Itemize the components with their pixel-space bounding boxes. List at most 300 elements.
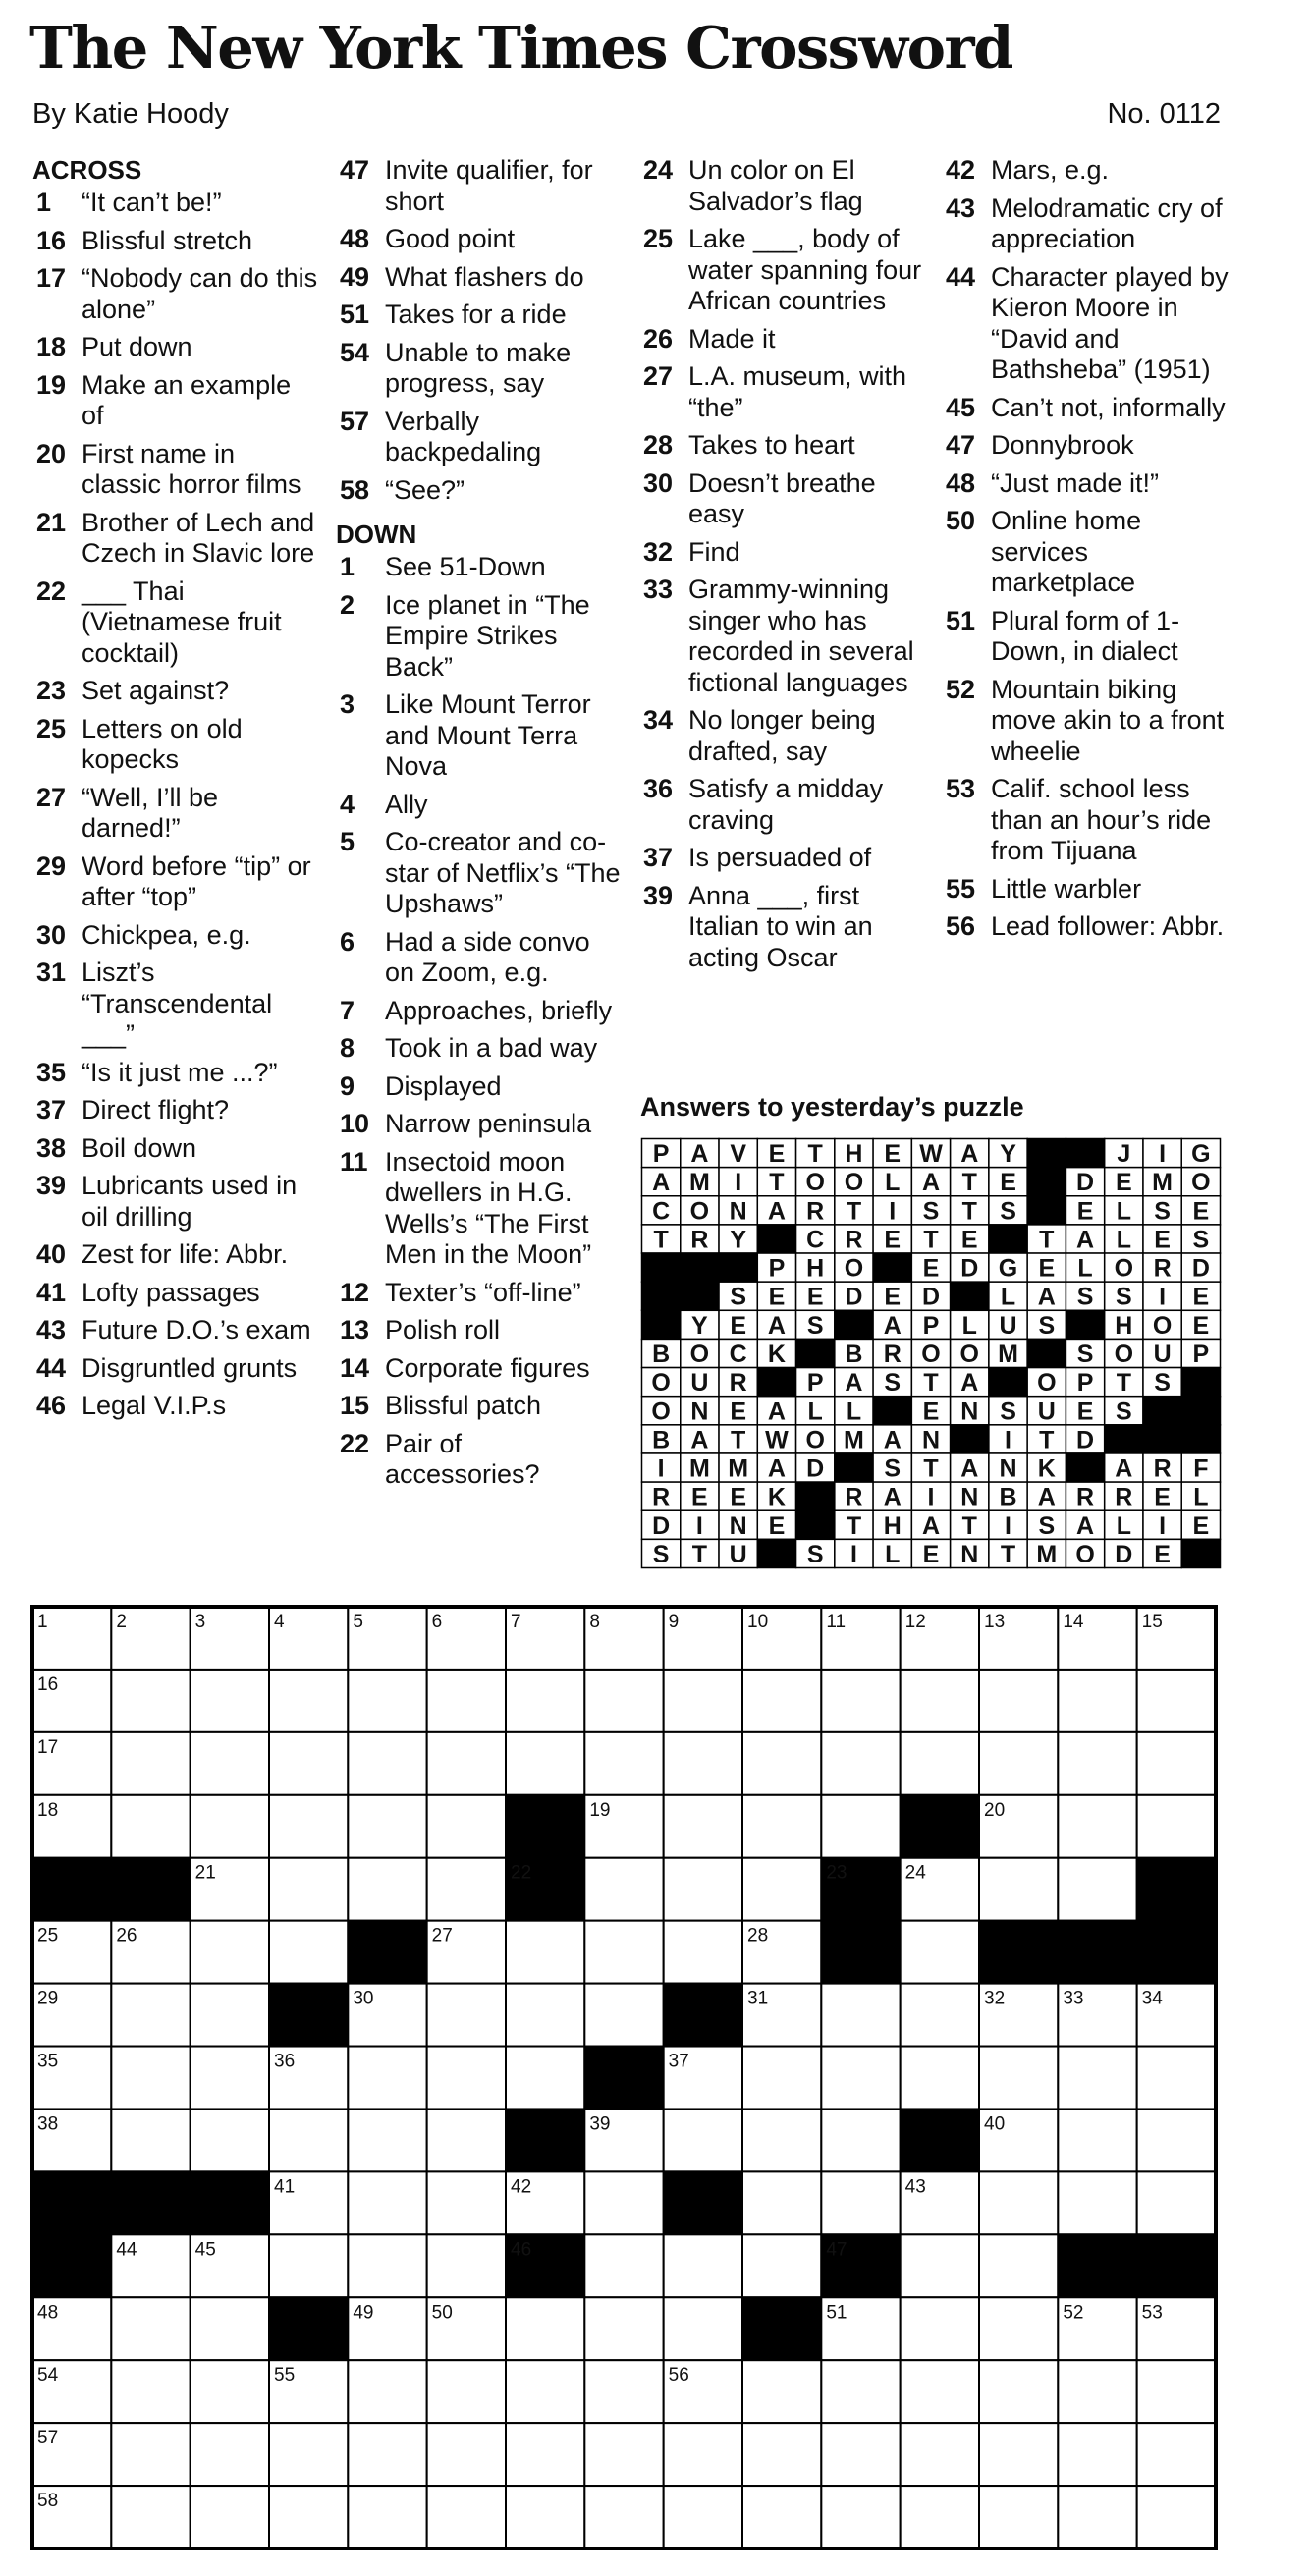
grid-cell[interactable] [348, 2234, 426, 2297]
grid-cell[interactable] [191, 1984, 269, 2047]
across-clue[interactable] [32, 1133, 319, 1165]
grid-cell[interactable] [821, 2171, 900, 2234]
across-clue[interactable] [336, 475, 623, 507]
down-clue[interactable] [942, 430, 1229, 462]
grid-cell[interactable] [506, 2423, 584, 2486]
grid-cell[interactable] [664, 2423, 742, 2486]
down-clue[interactable] [639, 537, 926, 569]
cell-number: 31 [747, 1988, 769, 2009]
grid-cell[interactable] [191, 1732, 269, 1795]
clue-text: L.A. museum, with “the” [688, 361, 907, 422]
down-clue[interactable] [336, 1353, 623, 1385]
grid-cell[interactable] [901, 2297, 979, 2360]
answer-letter: L [961, 1311, 977, 1340]
grid-cell[interactable] [348, 2486, 426, 2549]
across-clue[interactable] [32, 958, 319, 1051]
grid-cell[interactable] [506, 1670, 584, 1732]
down-clue[interactable] [942, 506, 1229, 599]
across-clue[interactable] [32, 1391, 319, 1422]
grid-cell[interactable] [111, 2423, 190, 2486]
clue-text: Little warbler [991, 873, 1142, 904]
grid-cell[interactable] [979, 2047, 1058, 2110]
grid-cell[interactable] [901, 1670, 979, 1732]
grid-cell[interactable] [348, 1732, 426, 1795]
grid-cell[interactable] [979, 2360, 1058, 2423]
grid-cell[interactable] [1058, 2171, 1136, 2234]
grid-cell[interactable] [742, 2047, 821, 2110]
answer-letter: S [1000, 1398, 1016, 1426]
grid-cell[interactable] [742, 1732, 821, 1795]
grid-cell[interactable] [584, 1670, 663, 1732]
across-clue[interactable] [32, 508, 319, 570]
down-clue[interactable] [336, 1278, 623, 1309]
grid-cell[interactable] [901, 2486, 979, 2549]
grid-cell[interactable] [664, 1858, 742, 1921]
grid-cell[interactable] [269, 1732, 348, 1795]
grid-cell[interactable] [191, 2423, 269, 2486]
grid-cell[interactable] [901, 1984, 979, 2047]
grid-cell[interactable] [901, 1921, 979, 1984]
grid-cell[interactable] [584, 1858, 663, 1921]
answer-letter: A [652, 1169, 671, 1197]
across-clue[interactable] [32, 920, 319, 952]
grid-cell[interactable] [269, 2234, 348, 2297]
grid-cell[interactable] [191, 1921, 269, 1984]
cell-number: 48 [37, 2302, 59, 2324]
grid-cell[interactable] [111, 1795, 190, 1858]
grid-cell[interactable] [111, 2109, 190, 2171]
answer-letter: U [1037, 1398, 1056, 1426]
grid-cell[interactable] [427, 1984, 506, 2047]
grid-cell[interactable] [901, 2047, 979, 2110]
grid-cell[interactable] [979, 2486, 1058, 2549]
grid-cell[interactable] [664, 1670, 742, 1732]
grid-cell[interactable] [269, 1795, 348, 1858]
grid-cell[interactable] [427, 2423, 506, 2486]
answer-block [1027, 1168, 1066, 1196]
grid-cell[interactable] [427, 1858, 506, 1921]
grid-cell[interactable] [742, 2360, 821, 2423]
grid-cell[interactable] [821, 1670, 900, 1732]
cell-number: 41 [274, 2176, 296, 2198]
across-clue[interactable] [32, 1171, 319, 1233]
clue-number: 23 [36, 676, 67, 705]
grid-cell[interactable] [664, 2234, 742, 2297]
grid-cell[interactable] [901, 2360, 979, 2423]
answer-letter: H [806, 1254, 825, 1283]
grid-cell[interactable] [584, 2423, 663, 2486]
down-clue[interactable] [639, 430, 926, 462]
black-square [32, 2171, 111, 2234]
across-clue[interactable] [32, 332, 319, 363]
grid-cell[interactable] [979, 1858, 1058, 1921]
down-clue[interactable] [336, 790, 623, 821]
answer-letter: M [688, 1454, 710, 1483]
grid-cell[interactable] [111, 1984, 190, 2047]
across-clue[interactable] [32, 1095, 319, 1126]
answer-block [1143, 1425, 1181, 1453]
across-clue[interactable] [336, 155, 623, 217]
grid-cell[interactable] [348, 2360, 426, 2423]
grid-cell[interactable] [1137, 2047, 1216, 2110]
answer-letter: A [767, 1398, 786, 1426]
grid-cell[interactable] [742, 1670, 821, 1732]
grid-cell[interactable] [1058, 1670, 1136, 1732]
clue-number: 8 [340, 1033, 355, 1063]
across-clue[interactable] [336, 224, 623, 255]
grid-cell[interactable] [664, 1732, 742, 1795]
grid-cell[interactable] [111, 2486, 190, 2549]
across-clue[interactable] [32, 1315, 319, 1346]
grid-cell[interactable] [111, 2047, 190, 2110]
clue-number: 12 [340, 1277, 370, 1307]
grid-cell[interactable] [821, 2486, 900, 2549]
grid-cell[interactable] [901, 1732, 979, 1795]
clue-number: 33 [643, 575, 674, 604]
across-clue[interactable] [32, 783, 319, 845]
answer-letter: E [1154, 1483, 1171, 1511]
grid-cell[interactable] [584, 2171, 663, 2234]
grid-cell[interactable] [979, 2171, 1058, 2234]
grid-cell[interactable] [664, 1921, 742, 1984]
across-clue[interactable] [336, 407, 623, 468]
grid-cell[interactable] [269, 2109, 348, 2171]
grid-cell[interactable] [901, 2423, 979, 2486]
grid-cell[interactable] [1058, 2047, 1136, 2110]
clue-text: Insectoid moon dwellers in H.G. Wells’s “The First Men in the Moon” [385, 1146, 592, 1269]
down-clue[interactable] [942, 874, 1229, 905]
grid-cell[interactable] [427, 2360, 506, 2423]
answer-letter: E [884, 1283, 902, 1311]
clue-number: 17 [36, 263, 67, 293]
clue-text: Letters on old kopecks [82, 713, 243, 774]
clue-text: What flashers do [385, 261, 584, 292]
clue-text: Like Mount Terror and Mount Terra Nova [385, 689, 591, 781]
grid-cell[interactable] [1058, 2486, 1136, 2549]
down-clue[interactable] [639, 468, 926, 530]
across-clue[interactable] [32, 1058, 319, 1089]
cell-number: 50 [431, 2302, 453, 2324]
across-clue[interactable] [32, 676, 319, 707]
answer-letter: E [1076, 1398, 1094, 1426]
grid-cell[interactable] [821, 2109, 900, 2171]
grid-cell[interactable] [506, 1732, 584, 1795]
grid-cell[interactable] [191, 2297, 269, 2360]
answer-block [796, 1482, 835, 1510]
down-clue[interactable] [942, 606, 1229, 668]
grid-cell[interactable] [427, 2171, 506, 2234]
grid-cell[interactable] [979, 1732, 1058, 1795]
down-clue[interactable] [336, 927, 623, 989]
grid-cell[interactable] [111, 2297, 190, 2360]
grid-cell[interactable] [111, 1732, 190, 1795]
grid-cell[interactable] [191, 1670, 269, 1732]
answer-letter: E [884, 1140, 902, 1169]
grid-cell[interactable] [1137, 1732, 1216, 1795]
grid-cell[interactable] [1137, 2360, 1216, 2423]
grid-cell[interactable] [979, 2234, 1058, 2297]
across-clue[interactable] [32, 576, 319, 670]
grid-cell[interactable] [979, 1670, 1058, 1732]
clue-number: 19 [36, 369, 67, 400]
grid-cell[interactable] [742, 2486, 821, 2549]
grid-cell[interactable] [348, 2047, 426, 2110]
grid-cell[interactable] [191, 2047, 269, 2110]
grid-cell[interactable] [506, 2486, 584, 2549]
grid-cell[interactable] [1058, 2109, 1136, 2171]
grid-cell[interactable] [742, 2423, 821, 2486]
grid-cell[interactable] [821, 1795, 900, 1858]
down-clue[interactable] [942, 468, 1229, 500]
grid-cell[interactable] [821, 2423, 900, 2486]
grid-cell[interactable] [584, 2234, 663, 2297]
grid-cell[interactable] [191, 2486, 269, 2549]
grid-cell[interactable] [191, 2360, 269, 2423]
grid-cell[interactable] [506, 2297, 584, 2360]
across-clue[interactable] [32, 1278, 319, 1309]
answer-block [989, 1368, 1027, 1397]
answer-letter: O [1191, 1169, 1211, 1197]
down-clue[interactable] [639, 881, 926, 974]
grid-cell[interactable] [584, 1984, 663, 2047]
grid-cell[interactable] [506, 1921, 584, 1984]
cell-number: 6 [431, 1612, 443, 1632]
down-clue[interactable] [942, 262, 1229, 386]
grid-cell[interactable] [427, 2234, 506, 2297]
clue-number: 40 [36, 1239, 67, 1269]
grid-cell[interactable] [664, 2297, 742, 2360]
down-clue[interactable] [336, 1147, 623, 1271]
grid-cell[interactable] [1058, 1858, 1136, 1921]
grid-cell[interactable] [348, 2109, 426, 2171]
answer-letter: D [806, 1454, 825, 1483]
answer-letter: G [1191, 1140, 1211, 1169]
answer-letter: I [849, 1540, 857, 1568]
cell-number: 26 [116, 1925, 137, 1946]
grid-cell[interactable] [111, 2360, 190, 2423]
grid-cell[interactable] [427, 1670, 506, 1732]
clue-number: 39 [643, 880, 674, 910]
grid-cell[interactable] [269, 1670, 348, 1732]
grid-cell[interactable] [191, 1795, 269, 1858]
clue-text: “It can’t be!” [82, 188, 222, 217]
crossword-grid[interactable] [30, 1605, 1218, 2550]
across-clue[interactable] [32, 714, 319, 776]
grid-cell[interactable] [348, 1670, 426, 1732]
down-clue[interactable] [336, 1109, 623, 1140]
across-clue[interactable] [32, 439, 319, 501]
grid-cell[interactable] [742, 2234, 821, 2297]
grid-cell[interactable] [1137, 2109, 1216, 2171]
grid-cell[interactable] [506, 2047, 584, 2110]
black-square [1058, 2234, 1136, 2297]
grid-cell[interactable] [427, 2486, 506, 2549]
across-clue[interactable] [32, 263, 319, 325]
grid-cell[interactable] [664, 2109, 742, 2171]
grid-cell[interactable] [821, 1984, 900, 2047]
grid-cell[interactable] [584, 2360, 663, 2423]
answer-letter: S [806, 1540, 824, 1568]
down-clue[interactable] [336, 1315, 623, 1346]
cell-number: 13 [984, 1612, 1006, 1632]
grid-cell[interactable] [821, 1732, 900, 1795]
down-clue[interactable] [336, 689, 623, 783]
grid-cell[interactable] [584, 2486, 663, 2549]
answer-letter: O [1114, 1341, 1134, 1368]
grid-cell[interactable] [427, 1795, 506, 1858]
down-clue[interactable] [639, 705, 926, 767]
grid-cell[interactable] [664, 2486, 742, 2549]
clue-text: Ice planet in “The Empire Strikes Back” [385, 589, 590, 682]
down-clue[interactable] [639, 575, 926, 698]
across-clue[interactable] [32, 1239, 319, 1271]
clue-text: Anna ___, first Italian to win an acting Oscar [688, 880, 873, 972]
answer-letter: F [1193, 1454, 1209, 1483]
clue-number: 54 [340, 337, 370, 367]
answer-letter: E [1154, 1540, 1171, 1568]
grid-cell[interactable] [742, 2171, 821, 2234]
clue-text: Un color on El Salvador’s flag [688, 155, 863, 216]
grid-cell[interactable] [269, 2486, 348, 2549]
grid-cell[interactable] [191, 2109, 269, 2171]
answer-letter: R [883, 1341, 902, 1368]
answer-letter: S [884, 1369, 902, 1398]
clue-number: 11 [340, 1146, 368, 1177]
grid-cell[interactable] [901, 2234, 979, 2297]
cell-number: 18 [37, 1799, 59, 1821]
down-clue[interactable] [639, 224, 926, 317]
down-clue[interactable] [336, 1033, 623, 1065]
black-square [821, 1921, 900, 1984]
down-clue[interactable] [942, 675, 1229, 768]
answer-letter: O [921, 1341, 941, 1368]
clue-number: 47 [946, 430, 976, 460]
cell-number: 4 [274, 1612, 285, 1632]
down-clue[interactable] [942, 393, 1229, 424]
grid-cell[interactable] [1137, 2486, 1216, 2549]
grid-cell[interactable] [111, 1670, 190, 1732]
grid-cell[interactable] [506, 2360, 584, 2423]
answer-letter: A [767, 1197, 786, 1226]
grid-cell[interactable] [742, 1795, 821, 1858]
grid-cell[interactable] [1137, 2423, 1216, 2486]
answer-letter: E [768, 1140, 786, 1169]
grid-cell[interactable] [348, 2423, 426, 2486]
grid-cell[interactable] [584, 1732, 663, 1795]
answer-letter: N [960, 1398, 979, 1426]
answer-letter: U [1153, 1341, 1172, 1368]
across-clue[interactable] [32, 851, 319, 913]
answer-block [835, 1310, 873, 1339]
grid-cell[interactable] [584, 1921, 663, 1984]
down-clue[interactable] [639, 774, 926, 836]
answer-letter: R [845, 1226, 863, 1254]
answer-letter: E [730, 1483, 747, 1511]
clue-number: 22 [36, 575, 67, 606]
answer-letter: D [1076, 1169, 1095, 1197]
grid-cell[interactable] [1058, 1732, 1136, 1795]
black-square [1137, 1921, 1216, 1984]
grid-cell[interactable] [821, 2047, 900, 2110]
grid-cell[interactable] [1137, 2171, 1216, 2234]
down-clue[interactable] [336, 552, 623, 583]
grid-cell[interactable] [269, 2423, 348, 2486]
black-square [32, 1858, 111, 1921]
grid-cell[interactable] [427, 2047, 506, 2110]
across-clue[interactable] [32, 370, 319, 432]
grid-cell[interactable] [506, 1984, 584, 2047]
grid-cell[interactable] [1137, 1795, 1216, 1858]
grid-cell[interactable] [979, 2297, 1058, 2360]
answer-letter: E [1115, 1169, 1132, 1197]
down-clue[interactable] [942, 774, 1229, 867]
across-clue[interactable] [336, 338, 623, 400]
down-clue[interactable] [942, 193, 1229, 255]
grid-cell[interactable] [584, 2297, 663, 2360]
across-clue[interactable] [32, 1353, 319, 1385]
clue-column-4 [942, 155, 1229, 950]
grid-cell[interactable] [664, 1795, 742, 1858]
grid-cell[interactable] [821, 2360, 900, 2423]
cell-number: 57 [37, 2428, 59, 2449]
clue-text: “See?” [385, 474, 465, 505]
down-clue[interactable] [639, 324, 926, 356]
down-clue[interactable] [336, 827, 623, 920]
grid-cell[interactable] [269, 1921, 348, 1984]
grid-cell[interactable] [348, 2171, 426, 2234]
down-clue[interactable] [639, 361, 926, 423]
answer-letter: T [1116, 1369, 1131, 1398]
clue-text: Character played by Kieron Moore in “David and Bathsheba” (1951) [991, 261, 1229, 384]
answer-letter: P [922, 1311, 940, 1340]
answer-letter: C [806, 1226, 825, 1254]
across-clue[interactable] [336, 300, 623, 331]
grid-cell[interactable] [348, 1795, 426, 1858]
clue-text: Disgruntled grunts [82, 1352, 298, 1383]
down-clue[interactable] [336, 996, 623, 1027]
down-clue[interactable] [942, 911, 1229, 943]
across-clue[interactable] [32, 188, 319, 219]
answer-letter: E [768, 1283, 786, 1311]
grid-cell[interactable] [979, 2423, 1058, 2486]
grid-cell[interactable] [427, 2109, 506, 2171]
grid-cell[interactable] [348, 1858, 426, 1921]
down-clue[interactable] [336, 1429, 623, 1491]
clue-text: Melodramatic cry of appreciation [991, 192, 1223, 253]
grid-cell[interactable] [742, 1858, 821, 1921]
answer-letter: R [729, 1369, 747, 1398]
down-clue[interactable] [336, 590, 623, 684]
clue-number: 49 [340, 261, 370, 292]
across-clue[interactable] [32, 226, 319, 257]
grid-cell[interactable] [742, 2109, 821, 2171]
down-clue[interactable] [336, 1391, 623, 1422]
down-clue[interactable] [336, 1071, 623, 1103]
down-clue[interactable] [639, 843, 926, 874]
down-clue[interactable] [942, 155, 1229, 187]
grid-cell[interactable] [269, 1858, 348, 1921]
clue-number: 2 [340, 589, 355, 620]
grid-cell[interactable] [1058, 1795, 1136, 1858]
clue-text: Co-creator and co-star of Netflix’s “The Upshaws” [385, 827, 621, 918]
grid-cell[interactable] [1058, 2360, 1136, 2423]
down-clue[interactable] [639, 155, 926, 217]
grid-cell[interactable] [427, 1732, 506, 1795]
grid-cell[interactable] [1137, 1670, 1216, 1732]
grid-cell[interactable] [1058, 2423, 1136, 2486]
answer-block [873, 1397, 911, 1425]
across-clue[interactable] [336, 262, 623, 294]
